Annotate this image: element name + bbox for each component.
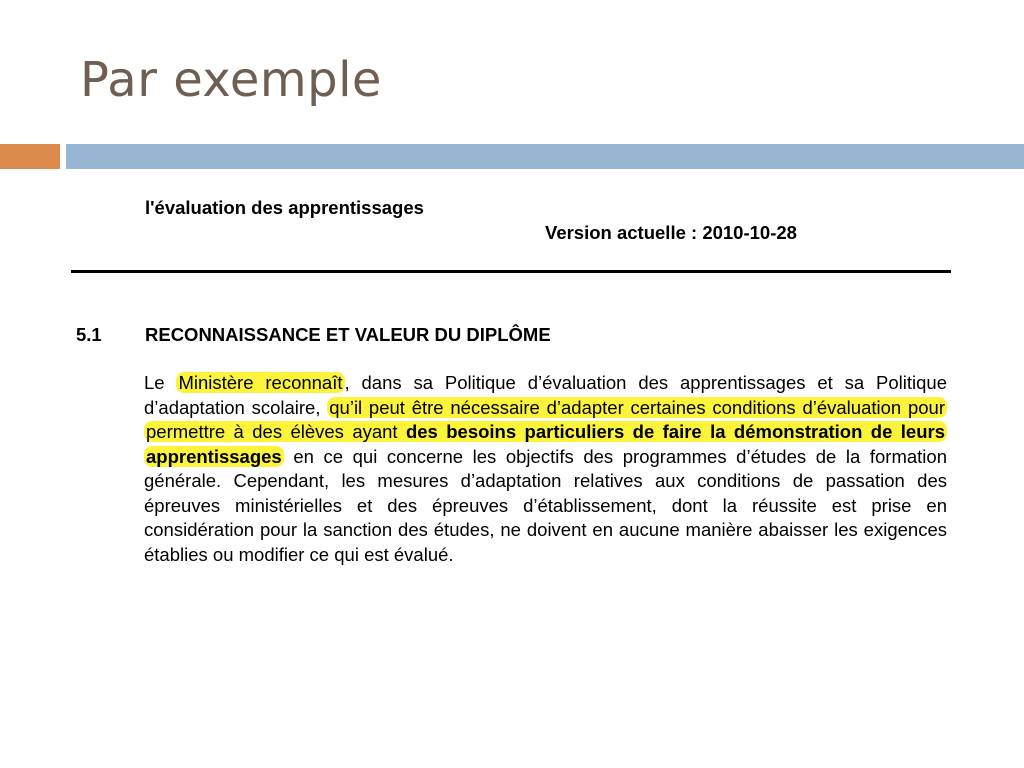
text-run: en ce qui concerne les objectifs des programmes d’études de la formation générale. Cependant, les mesures d’adaptation relatives aux conditions de passation des épreuves ministérielles et des épreuves d’établissement, dont la réussite est prise en considération pour la sanction des études, ne doivent en aucune manière abaisser les exigences établies ou modifier ce qui est évalué. bbox=[144, 445, 947, 565]
section-number: 5.1 bbox=[76, 324, 102, 345]
accent-bar-orange bbox=[0, 144, 60, 169]
section-title: RECONNAISSANCE ET VALEUR DU DIPLÔME bbox=[145, 324, 551, 345]
text-run: , dans sa Politique d’évaluation des apprentissages et sa Politique d’adaptation scolaire, bbox=[144, 372, 947, 418]
document-header: l'évaluation des apprentissages bbox=[145, 197, 424, 218]
text-run: qu’il peut être nécessaire d’adapter certaines conditions d’évaluation pour permettre à des élèves ayant bbox=[146, 396, 945, 442]
highlight-ministere: Ministère reconnaît bbox=[178, 372, 343, 393]
slide-title: Par exemple bbox=[80, 52, 382, 108]
section-paragraph bbox=[144, 371, 947, 567]
accent-bar-blue bbox=[66, 144, 1024, 169]
document-version: Version actuelle : 2010-10-28 bbox=[545, 222, 797, 243]
header-rule bbox=[71, 270, 951, 273]
text-run: Le bbox=[144, 372, 177, 393]
bold-text: des besoins particuliers de faire la démonstration de leurs apprentissages bbox=[146, 421, 945, 467]
